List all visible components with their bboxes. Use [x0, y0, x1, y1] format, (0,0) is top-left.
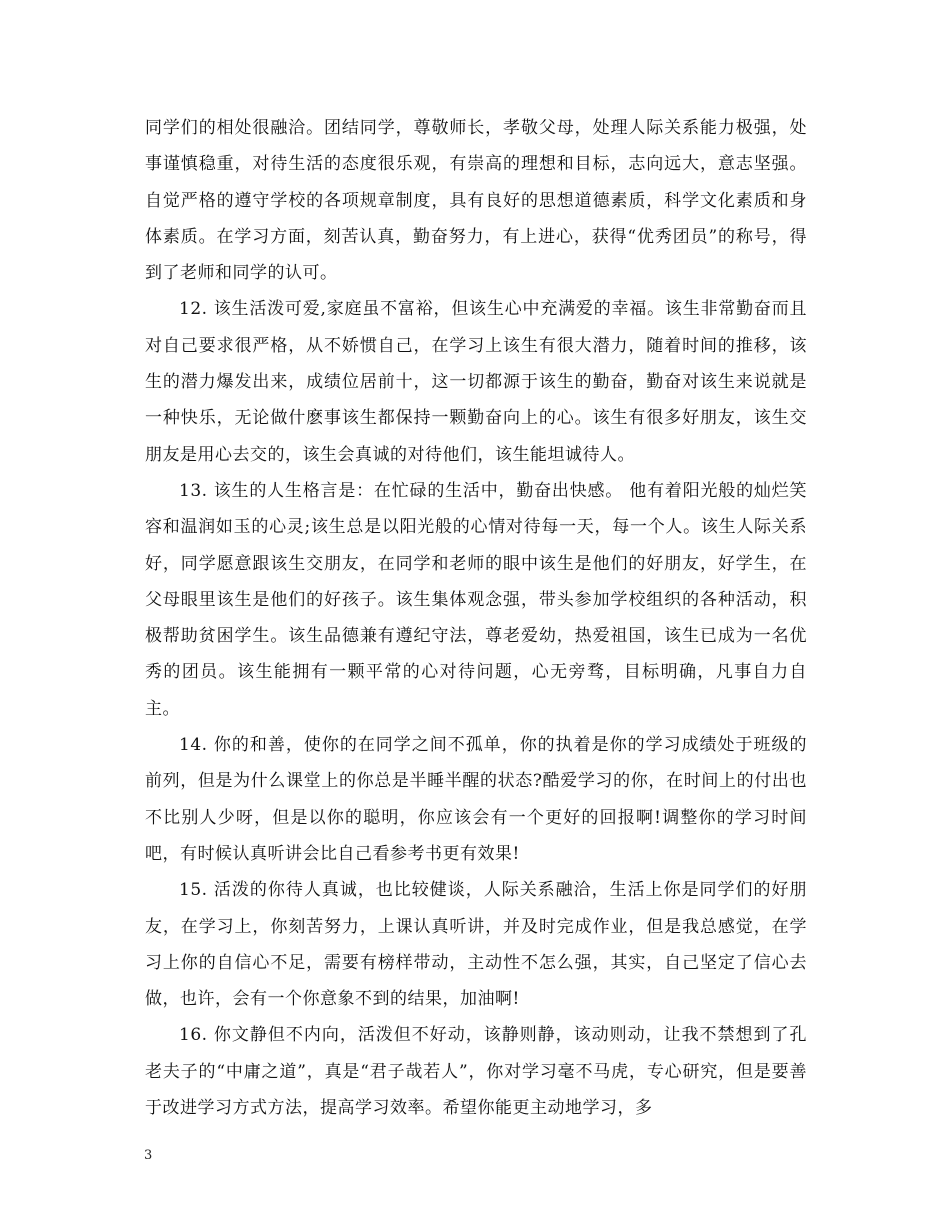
paragraph-item-12: 12. 该生活泼可爱,家庭虽不富裕，但该生心中充满爱的幸福。该生非常勤奋而且对自己要求很严格，从不娇惯自己，在学习上该生有很大潜力，随着时间的推移，该生的潜力爆发出来，成绩位居前十，这一切都源于该生的勤奋，勤奋对该生来说就是一种快乐，无论做什麽事该生都保持一颗勤奋向上的心。该生有很多好朋友，该生交朋友是用心去交的，该生会真诚的对待他们，该生能坦诚待人。	[145, 299, 807, 465]
paragraph-intro-continued: 同学们的相处很融洽。团结同学，尊敬师长，孝敬父母，处理人际关系能力极强，处事谨慎稳重，对待生活的态度很乐观，有崇高的理想和目标，志向远大，意志坚强。自觉严格的遵守学校的各项规章制度，具有良好的思想道德素质，科学文化素质和身体素质。在学习方面，刻苦认真，勤奋努力，有上进心，获得“优秀团员”的称号，得到了老师和同学的认可。	[145, 118, 807, 284]
paragraph-item-13: 13. 该生的人生格言是：在忙碌的生活中，勤奋出快感。 他有着阳光般的灿烂笑容和温润如玉的心灵;该生总是以阳光般的心情对待每一天，每一个人。该生人际关系好，同学愿意跟该生交朋友，在同学和老师的眼中该生是他们的好朋友，好学生，在父母眼里该生是他们的好孩子。该生集体观念强，带头参加学校组织的各种活动，积极帮助贫困学生。该生品德兼有遵纪守法，尊老爱幼，热爱祖国，该生已成为一名优秀的团员。该生能拥有一颗平常的心对待问题，心无旁骛，目标明确，凡事自力自主。	[145, 480, 807, 719]
document-body	[145, 110, 807, 1126]
paragraph-item-15: 15. 活泼的你待人真诚，也比较健谈，人际关系融洽，生活上你是同学们的好朋友，在学习上，你刻苦努力，上课认真听讲，并及时完成作业，但是我总感觉，在学习上你的自信心不足，需要有榜样带动，主动性不怎么强，其实，自己坚定了信心去做，也许，会有一个你意象不到的结果，加油啊!	[145, 880, 807, 1010]
paragraph-item-14: 14. 你的和善，使你的在同学之间不孤单，你的执着是你的学习成绩处于班级的前列，但是为什么课堂上的你总是半睡半醒的状态?酷爱学习的你，在时间上的付出也不比别人少呀，但是以你的聪明，你应该会有一个更好的回报啊!调整你的学习时间吧，有时候认真听讲会比自己看参考书更有效果!	[145, 735, 807, 864]
paragraph-item-16: 16. 你文静但不内向，活泼但不好动，该静则静，该动则动，让我不禁想到了孔老夫子的“中庸之道”，真是“君子哉若人”，你对学习毫不马虎，专心研究，但是要善于改进学习方式方法，提高学习效率。希望你能更主动地学习，多	[145, 1025, 807, 1119]
page-number: 3	[144, 1148, 153, 1163]
